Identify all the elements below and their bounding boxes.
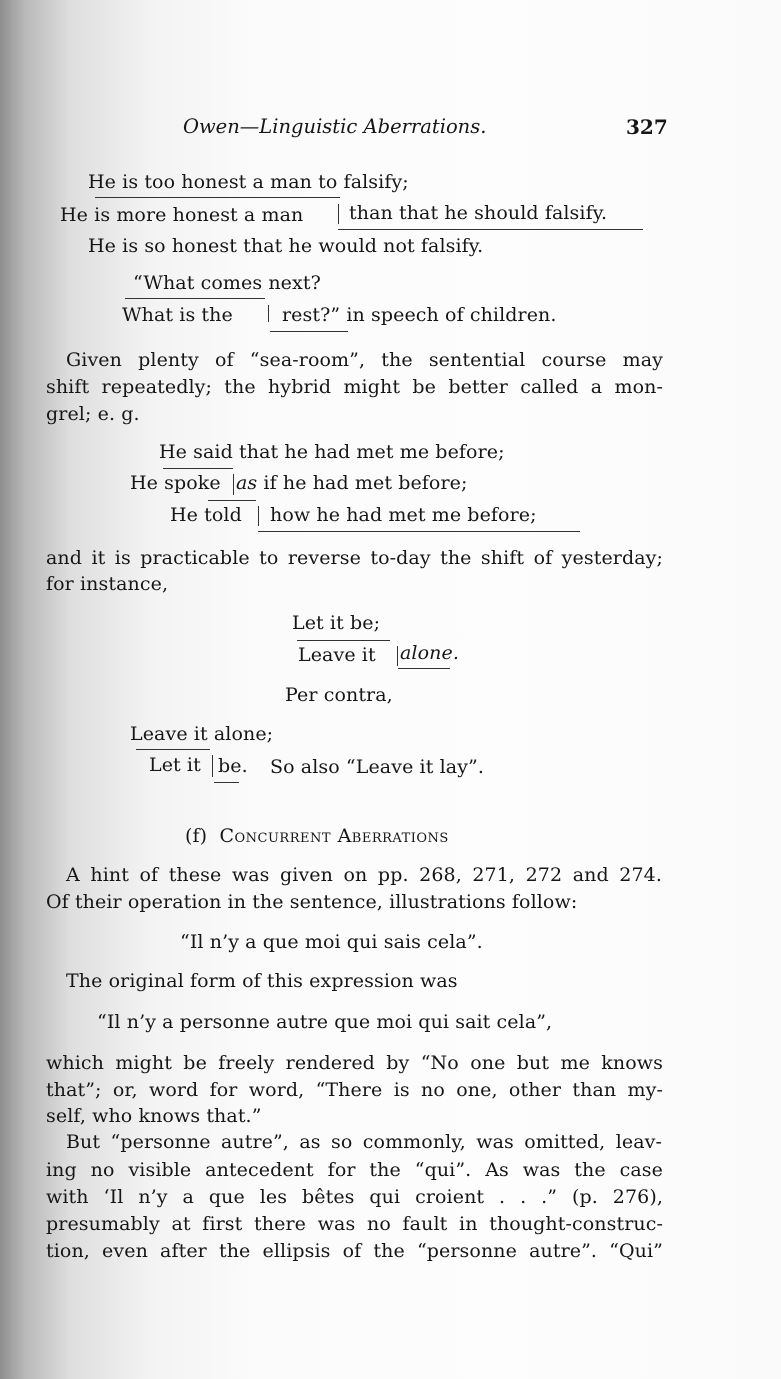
overline-mark <box>163 468 233 469</box>
example3-line3a: He told <box>170 504 242 526</box>
example1-line1: He is too honest a man to falsify; <box>88 171 409 193</box>
para5-line2: that”; or, word for word, “There is no one, other than my- <box>46 1079 663 1101</box>
example3-line1: He said that he had met me before; <box>159 441 505 463</box>
running-title: Owen—Linguistic Aberrations. <box>183 115 487 138</box>
example4-italic-alone: alone. <box>400 642 459 664</box>
divider-mark <box>233 474 234 495</box>
example2-line2a: What is the <box>122 304 233 326</box>
example3-line3b: how he had met me before; <box>270 504 537 526</box>
example4-line1: Let it be; <box>292 612 381 634</box>
example5-line1: Leave it alone; <box>130 723 274 745</box>
para6-line5: tion, even after the ellipsis of the “personne autre”. “Qui” <box>46 1240 663 1262</box>
para2-line1: and it is practicable to reverse to-day the shift of yesterday; <box>46 547 663 569</box>
para6-line1: But “personne autre”, as so commonly, was omitted, leav- <box>66 1131 662 1153</box>
underline-mark <box>258 531 580 532</box>
underline-mark <box>270 331 348 332</box>
para6-line3: with ‘Il n’y a que les bêtes qui croient . . .” (p. 276), <box>46 1186 663 1208</box>
underline-mark <box>214 782 239 783</box>
divider-mark <box>212 755 213 777</box>
overline-mark <box>208 500 256 501</box>
example3-line2a: He spoke <box>130 472 221 494</box>
para3-line1: A hint of these was given on pp. 268, 271, 272 and 274. <box>66 864 662 886</box>
para6-line4: presumably at first there was no fault in thought-construc- <box>46 1213 663 1235</box>
quote1: “Il n’y a que moi qui sais cela”. <box>180 931 483 953</box>
para1-line2: shift repeatedly; the hybrid might be better called a mon- <box>46 376 663 398</box>
divider-mark <box>268 305 269 322</box>
divider-mark <box>258 506 259 526</box>
divider-mark <box>397 646 398 666</box>
underline-mark <box>338 229 643 230</box>
per-contra: Per contra, <box>285 684 393 706</box>
para3-line2: Of their operation in the sentence, illustrations follow: <box>46 891 578 913</box>
overline-mark <box>95 197 340 198</box>
example1-line3: He is so honest that he would not falsify. <box>88 235 484 257</box>
overline-mark <box>136 749 210 750</box>
example5-line2c: So also “Leave it lay”. <box>270 756 484 778</box>
example3-line2b <box>236 471 468 495</box>
para5-line1: which might be freely rendered by “No one but me knows <box>46 1052 663 1074</box>
para6-line2: ing no visible antecedent for the “qui”. As was the case <box>46 1159 663 1181</box>
quote2: “Il n’y a personne autre que moi qui sait cela”, <box>97 1011 553 1033</box>
example1-line2a: He is more honest a man <box>60 204 304 226</box>
example5-line2a: Let it <box>149 754 201 776</box>
para2-line2: for instance, <box>46 573 169 595</box>
example3-italic-as: as <box>236 472 258 494</box>
divider-mark <box>338 204 339 224</box>
overline-mark <box>297 640 390 641</box>
example4-line2a: Leave it <box>298 644 376 666</box>
section-title: Concurrent Aberrations <box>219 825 449 847</box>
example2-line2b: rest?” in speech of children. <box>282 304 557 326</box>
example3-line2c: if he had met before; <box>263 472 468 494</box>
para1-line1: Given plenty of “sea-room”, the sentential course may <box>66 349 663 371</box>
section-label: (f) <box>185 825 208 847</box>
example5-line2b: be. <box>218 755 248 777</box>
example1-line2b: than that he should falsify. <box>349 202 608 224</box>
para1-line3: grel; e. g. <box>46 403 140 425</box>
para4: The original form of this expression was <box>66 970 458 992</box>
overline-mark <box>125 298 265 299</box>
underline-mark <box>398 668 450 669</box>
section-heading <box>185 824 449 848</box>
page-number: 327 <box>626 115 668 139</box>
para5-line3: self, who knows that.” <box>46 1105 262 1127</box>
example2-line1: “What comes next? <box>133 272 321 294</box>
